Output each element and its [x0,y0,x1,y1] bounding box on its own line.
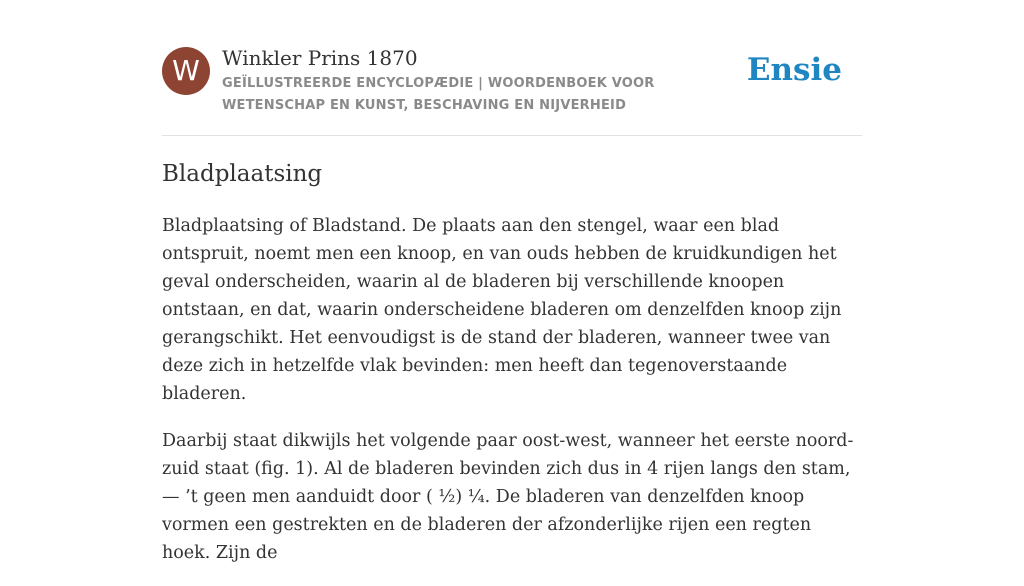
ensie-logo[interactable]: Ensie [746,52,842,88]
source-subtitle: GEÏLLUSTREERDE ENCYCLOPÆDIE | WOORDENBOEK VOOR WETENSCHAP EN KUNST, BESCHAVING EN NIJVERHEID [222,76,655,113]
entry-paragraph-2: Daarbij staat dikwijls het volgende paar oost-west, wanneer het eerste noord-zuid staat (fig. 1). Al de bladeren bevinden zich dus in 4 rijen langs den stam, — ’t geen men aanduidt door ( ½) ¼. De bladeren van denzelfden knoop vormen een gestrekten en de bladeren der afzonderlijke rijen een regten hoek. Zijn de [162,431,854,563]
source-title-link[interactable]: Winkler Prins 1870 [222,46,418,70]
entry-title: Bladplaatsing [162,161,323,187]
entry-content [162,212,862,586]
entry-paragraph-1: Bladplaatsing of Bladstand. De plaats aan den stengel, waar een blad ontspruit, noemt men een knoop, en van ouds hebben de kruidkundigen het geval onderscheiden, waarin al de bladeren bij verschillende knoopen ontstaan, en dat, waarin onderscheidene bladeren om denzelfden knoop zijn gerangschikt. Het eenvoudigst is de stand der bladeren, wanneer twee van deze zich in hetzelfde vlak bevinden: men heeft dan tegenoverstaande bladeren. [162,216,842,404]
source-header [162,46,862,116]
source-avatar[interactable]: W [162,47,210,95]
header-divider [162,135,862,136]
